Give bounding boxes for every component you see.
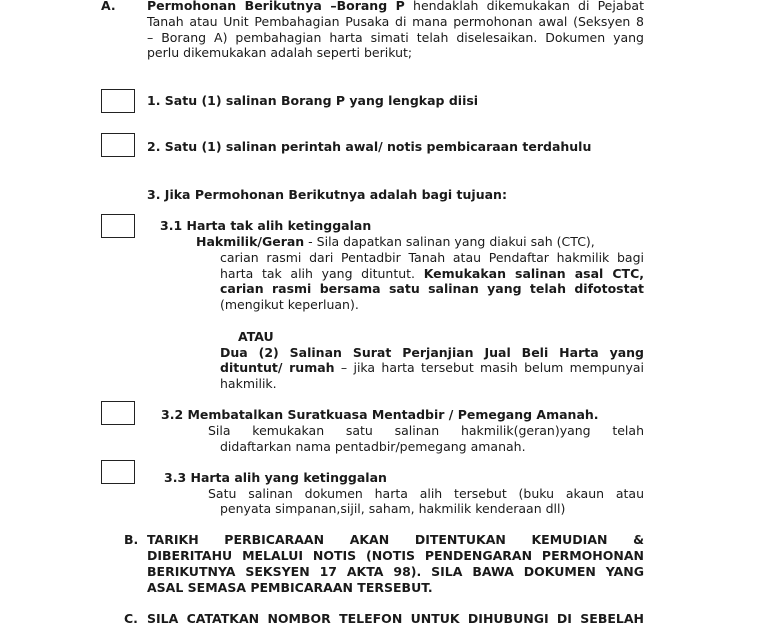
section-b-letter: B. bbox=[124, 532, 139, 547]
sub-3-1-dua-line2 bbox=[220, 360, 644, 375]
sub-3-1-atau: ATAU bbox=[238, 329, 274, 344]
item-2-label: 2. Satu (1) salinan perintah awal/ notis pembicaraan terdahulu bbox=[147, 139, 592, 154]
checkbox-item-3-2[interactable] bbox=[101, 401, 135, 425]
section-a-intro-line1 bbox=[147, 0, 644, 13]
sub-3-1-line2: carian rasmi dari Pentadbir Tanah atau Pendaftar hakmilik bagi bbox=[220, 250, 644, 265]
checkbox-item-3-1[interactable] bbox=[101, 214, 135, 238]
section-b-line4: ASAL SEMASA PEMBICARAAN TERSEBUT. bbox=[147, 580, 433, 595]
section-a-intro-line1-rest: hendaklah dikemukakan di Pejabat bbox=[413, 0, 644, 13]
sub-3-1-line3 bbox=[220, 266, 644, 281]
sub-3-3-line2: penyata simpanan,sijil, saham, hakmilik kenderaan dll) bbox=[220, 501, 566, 516]
section-a-intro-line2: Tanah atau Unit Pembahagian Pusaka di mana permohonan awal (Seksyen 8 bbox=[147, 14, 644, 29]
item-1-label: 1. Satu (1) salinan Borang P yang lengkap diisi bbox=[147, 93, 479, 108]
section-b-line1: TARIKH PERBICARAAN AKAN DITENTUKAN KEMUDIAN & bbox=[147, 532, 644, 547]
sub-3-1-dua-line3: hakmilik. bbox=[220, 376, 277, 391]
sub-3-1-dua-line2-bold: dituntut/ rumah bbox=[220, 360, 335, 375]
section-c-letter: C. bbox=[124, 611, 138, 626]
sub-3-3-title: 3.3 Harta alih yang ketinggalan bbox=[164, 470, 387, 485]
checkbox-item-1[interactable] bbox=[101, 89, 135, 113]
section-a-intro-title: Permohonan Berikutnya –Borang P bbox=[147, 0, 405, 13]
checkbox-item-3-3[interactable] bbox=[101, 460, 135, 484]
sub-3-1-line3-normal: harta tak alih yang dituntut. bbox=[220, 266, 416, 281]
section-b-line2: DIBERITAHU MELALUI NOTIS (NOTIS PENDENGARAN PERMOHONAN bbox=[147, 548, 644, 563]
section-c-line1: SILA CATATKAN NOMBOR TELEFON UNTUK DIHUBUNGI DI SEBELAH bbox=[147, 611, 644, 626]
sub-3-2-title: 3.2 Membatalkan Suratkuasa Mentadbir / Pemegang Amanah. bbox=[161, 407, 599, 422]
sub-3-1-line4: carian rasmi bersama satu salinan yang telah difotostat bbox=[220, 281, 644, 296]
sub-3-1-hakmilik-rest: - Sila dapatkan salinan yang diakui sah (CTC), bbox=[304, 234, 595, 249]
sub-3-1-hakmilik-label: Hakmilik/Geran bbox=[196, 234, 305, 249]
item-3-label: 3. Jika Permohonan Berikutnya adalah bagi tujuan: bbox=[147, 187, 507, 202]
section-b-line3: BERIKUTNYA SEKSYEN 17 AKTA 98). SILA BAWA DOKUMEN YANG bbox=[147, 564, 644, 579]
sub-3-1-hakmilik bbox=[196, 234, 595, 249]
sub-3-1-line3-bold: Kemukakan salinan asal CTC, bbox=[423, 266, 644, 281]
checkbox-item-2[interactable] bbox=[101, 133, 135, 157]
section-a-letter: A. bbox=[101, 0, 116, 13]
sub-3-1-title: 3.1 Harta tak alih ketinggalan bbox=[160, 218, 372, 233]
section-a-intro-line3: – Borang A) pembahagian harta simati telah diselesaikan. Dokumen yang bbox=[147, 30, 644, 45]
sub-3-2-line1: Sila kemukakan satu salinan hakmilik(geran)yang telah bbox=[208, 423, 644, 438]
sub-3-1-dua-line2-rest: – jika harta tersebut masih belum mempunyai bbox=[334, 360, 644, 375]
section-a-intro-line4: perlu dikemukakan adalah seperti berikut; bbox=[147, 45, 413, 60]
sub-3-3-line1: Satu salinan dokumen harta alih tersebut (buku akaun atau bbox=[208, 486, 644, 501]
sub-3-1-dua-line1: Dua (2) Salinan Surat Perjanjian Jual Beli Harta yang bbox=[220, 345, 644, 360]
sub-3-1-line5: (mengikut keperluan). bbox=[220, 297, 359, 312]
sub-3-2-line2: didaftarkan nama pentadbir/pemegang amanah. bbox=[220, 439, 526, 454]
